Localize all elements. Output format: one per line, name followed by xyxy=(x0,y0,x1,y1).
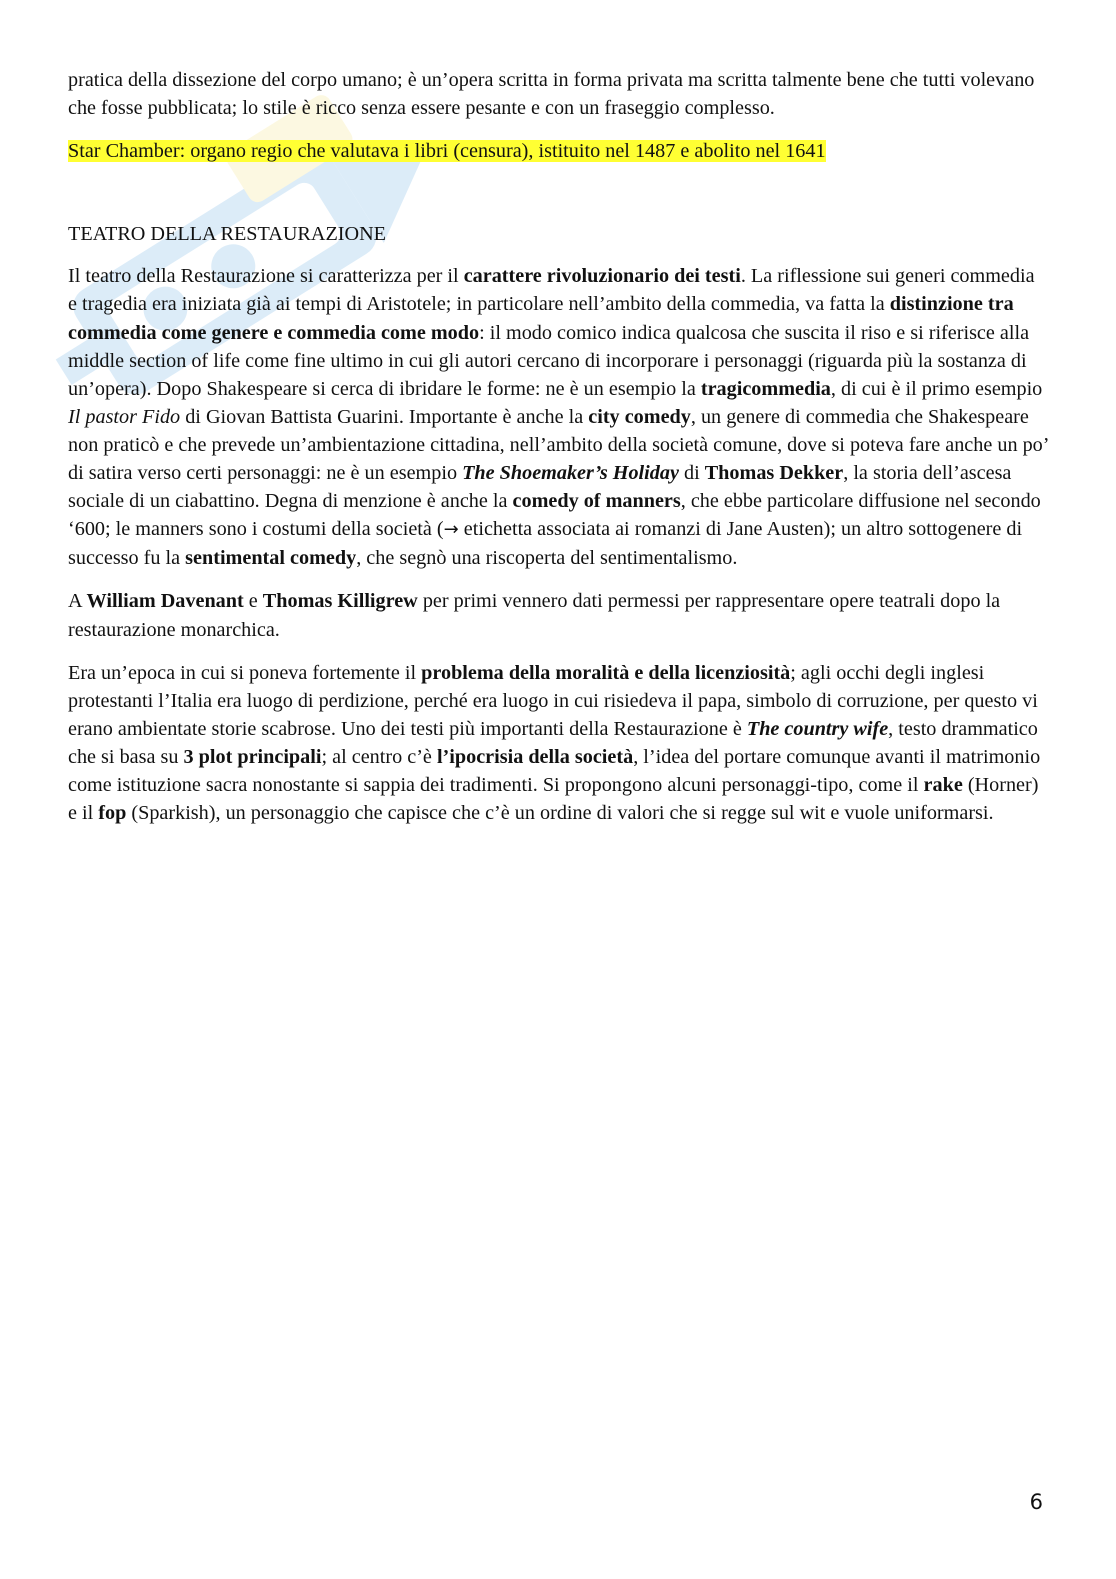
text-span: (Sparkish), un personaggio che capisce che c’è un ordine di valori che si regge sul wit e vuole uniformarsi. xyxy=(126,802,994,825)
text-span: , la storia dell’ascesa sociale di un ciabattino. Degna di menzione è anche la xyxy=(68,462,1012,513)
bold-term: distinzione tra commedia come genere e commedia come modo xyxy=(68,293,1014,344)
bold-term: fop xyxy=(98,802,127,825)
text-span: etichetta associata ai romanzi di Jane Austen); un altro sottogenere di successo fu la xyxy=(68,518,1023,570)
bold-term: city comedy xyxy=(588,405,691,428)
bold-term: tragicommedia xyxy=(700,377,831,400)
bold-term: carattere rivoluzionario dei testi xyxy=(463,265,741,288)
text-span: Era un’epoca in cui si poneva fortemente il xyxy=(68,661,422,684)
intro-paragraph: pratica della dissezione del corpo umano; è un’opera scritta in forma privata ma scritta talmente bene che tutti volevano che fosse pubblicata; lo stile è ricco senza essere pesante e con un fraseggio complesso. xyxy=(68,69,1035,120)
text-span: di Giovan Battista Guarini. Importante è anche la xyxy=(180,405,589,428)
paragraph-morality xyxy=(68,659,1048,828)
section-title: TEATRO DELLA RESTAURAZIONE xyxy=(68,223,386,246)
highlight-note: Star Chamber: organo regio che valutava i libri (censura), istituito nel 1487 e abolito nel 1641 xyxy=(68,140,826,163)
text-span: , l’idea del portare comunque avanti il matrimonio come istituzione sacra nonostante si sappia dei tradimenti. Si propongono alcuni personaggi-tipo, come il xyxy=(68,745,1041,796)
italic-title: Il pastor Fido xyxy=(68,405,181,428)
paragraph-permits xyxy=(68,587,1048,643)
text-span: . La riflessione sui generi commedia e tragedia era iniziata già ai tempi di Aristotele; in particolare nell’ambito della commedia, va fatta la xyxy=(68,265,1035,316)
page-number: 6 xyxy=(1029,1490,1043,1514)
bold-term: William Davenant xyxy=(86,590,244,613)
text-span: , un genere di commedia che Shakespeare non praticò e che prevede un’ambientazione cittadina, nell’ambito della società comune, dove si poteva fare anche un po’ di satira verso certi personaggi: ne è un esempio xyxy=(68,405,1048,485)
text-span: , che ebbe particolare diffusione nel secondo ‘600; le manners sono i costumi della società ( xyxy=(68,490,1041,541)
bold-term: rake xyxy=(923,773,963,796)
italic-title: The Shoemaker’s Holiday xyxy=(462,462,679,485)
bold-term: l’ipocrisia della società xyxy=(436,745,634,768)
paragraph-restoration-theatre xyxy=(68,262,1048,572)
bold-term: 3 plot principali xyxy=(183,745,322,768)
text-span: : il modo comico indica qualcosa che suscita il riso e si riferisce alla middle section of life come fine ultimo in cui gli autori cercano di incorporare i personaggi (riguarda più la sostanza di un’opera). Dopo Shakespeare si cerca di ibridare le forme: ne è un esempio la xyxy=(68,321,1030,400)
text-span: ; al centro c’è xyxy=(321,745,437,768)
bold-term: Thomas Dekker xyxy=(704,462,844,485)
text-span: ; agli occhi degli inglesi protestanti l’Italia era luogo di perdizione, perché era luogo in cui risiedeva il papa, simbolo di corruzione, per questo vi erano ambientate storie scabrose. Uno dei testi più importanti della Restaurazione è xyxy=(68,661,1038,740)
text-span: di xyxy=(678,462,705,485)
text-span: Il teatro della Restaurazione si caratterizza per il xyxy=(68,265,464,288)
bold-italic-title xyxy=(747,718,888,740)
text-span: A xyxy=(68,590,87,613)
text-span: (Horner) e il xyxy=(68,773,1039,825)
bold-term: comedy of manners xyxy=(512,490,681,513)
italic-title: The country wife xyxy=(746,717,889,740)
arrow-icon: → xyxy=(443,519,459,541)
highlight-note-paragraph xyxy=(68,137,1048,165)
text-span: , testo drammatico che si basa su xyxy=(68,717,1038,768)
bold-term: Thomas Killigrew xyxy=(262,590,418,613)
text-span: , di cui è il primo esempio xyxy=(830,377,1043,400)
text-span: per primi vennero dati permessi per rappresentare opere teatrali dopo la restaurazione monarchica. xyxy=(68,590,1001,641)
bold-term: problema della moralità e della licenziosità xyxy=(421,661,791,684)
page-content xyxy=(68,66,1048,827)
text-span: e xyxy=(243,590,263,613)
bold-term: sentimental comedy xyxy=(185,547,357,570)
bold-italic-title xyxy=(462,462,679,484)
text-span: , che segnò una riscoperta del sentimentalismo. xyxy=(356,547,738,570)
